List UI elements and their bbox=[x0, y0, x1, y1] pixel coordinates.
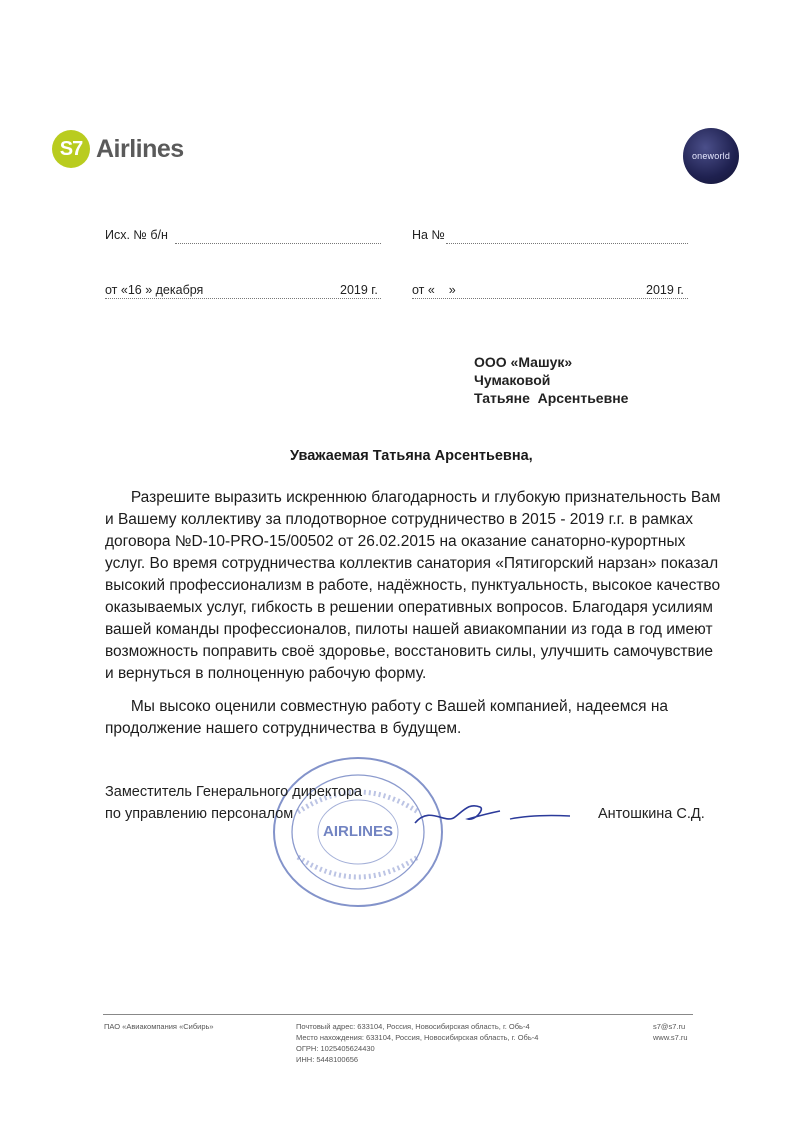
signatory-title-line1: Заместитель Генерального директора bbox=[105, 784, 363, 800]
outgoing-date-line bbox=[105, 298, 381, 299]
footer-company: ПАО «Авиакомпания «Сибирь» bbox=[104, 1022, 214, 1031]
logo-wordmark: Airlines bbox=[96, 134, 184, 163]
outgoing-number-line bbox=[175, 243, 381, 244]
incoming-date-line bbox=[412, 298, 688, 299]
addressee-name: Татьяне Арсентьевне bbox=[474, 390, 629, 406]
signatory-name: Антошкина С.Д. bbox=[598, 806, 705, 822]
stamp-center-text: AIRLINES bbox=[322, 823, 394, 840]
s7-airlines-logo bbox=[52, 130, 184, 168]
footer-email[interactable]: s7@s7.ru bbox=[653, 1022, 686, 1031]
s7-logo-mark: S7 bbox=[52, 130, 90, 168]
handwritten-signature bbox=[410, 795, 580, 835]
footer-location: Место нахождения: 633104, Россия, Новосибирская область, г. Обь-4 bbox=[296, 1033, 539, 1042]
outgoing-date: от «16 » декабря bbox=[105, 283, 204, 297]
footer-inn: ИНН: 5448100656 bbox=[296, 1055, 359, 1064]
oneworld-logo: oneworld bbox=[683, 128, 739, 184]
outgoing-number: Исх. № б/н bbox=[105, 228, 168, 242]
incoming-number-line bbox=[446, 243, 688, 244]
incoming-year: 2019 г. bbox=[646, 283, 684, 297]
footer-ogrn: ОГРН: 1025405624430 bbox=[296, 1044, 375, 1053]
addressee-surname: Чумаковой bbox=[474, 372, 551, 388]
footer-divider bbox=[103, 1014, 693, 1015]
incoming-date: от « » bbox=[412, 283, 456, 297]
footer-postal-address: Почтовый адрес: 633104, Россия, Новосибирская область, г. Обь-4 bbox=[296, 1022, 530, 1031]
addressee-organization: ООО «Машук» bbox=[474, 354, 573, 370]
outgoing-year: 2019 г. bbox=[340, 283, 378, 297]
body-paragraph-2: Мы высоко оценили совместную работу с Вашей компанией, надеемся на продолжение нашего сотрудничества в будущем. bbox=[105, 698, 673, 737]
signatory-title-line2: по управлению персоналом bbox=[105, 806, 294, 822]
body-paragraph-1: Разрешите выразить искреннюю благодарность и глубокую признательность Вам и Вашему коллективу за плодотворное сотрудничество в 2015 - 2019 г.г. в рамках договора №D-10-PRO-15/00502 от 26.02.2015 на оказание санаторно-курортных услуг. Во время сотрудничества коллектив санатория «Пятигорский нарзан» показал высокий профессионализм в работе, надёжность, пунктуальность, высокое качество оказываемых услуг, гибкость в решении оперативных вопросов. Благодаря усилиям вашей команды профессионалов, пилоты нашей авиакомпании из года в год имеют возможность поправить своё здоровье, восстановить силы, улучшить самочувствие и вернуться в полноценную рабочую форму. bbox=[105, 489, 725, 682]
salutation: Уважаемая Татьяна Арсентьевна, bbox=[290, 448, 533, 464]
footer-website[interactable]: www.s7.ru bbox=[653, 1033, 688, 1042]
incoming-number: На № bbox=[412, 228, 445, 242]
